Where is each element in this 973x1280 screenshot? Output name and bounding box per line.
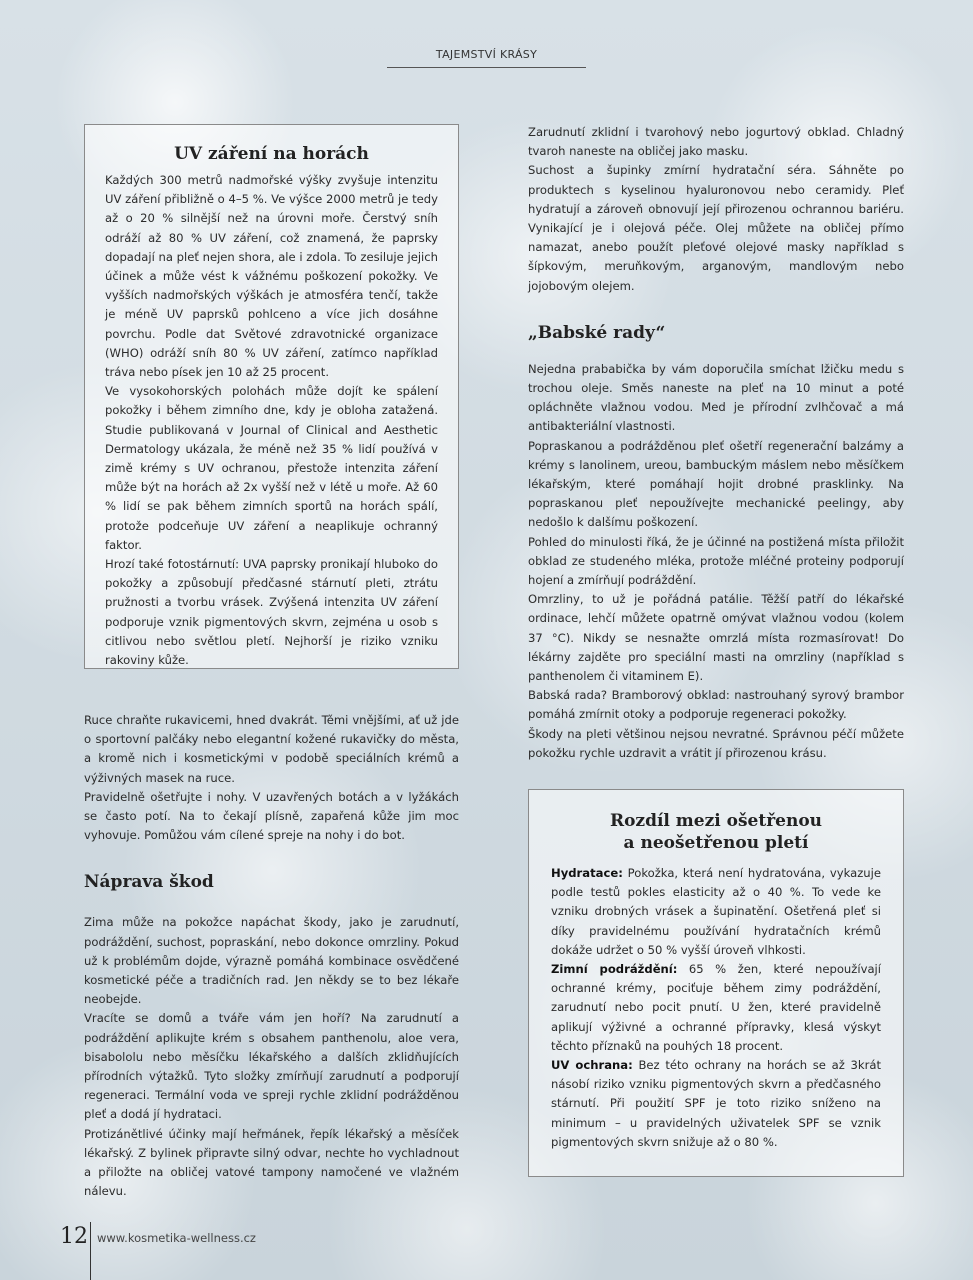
body-paragraph: Pohled do minulosti říká, že je účinné na postižená místa přiložit obklad ze studeného mléka, protože mléčné proteiny podporují hojení a zmírňují podráždění.: [528, 534, 904, 588]
body-paragraph: Protizánětlivé účinky mají heřmánek, řepík lékařský a měsíček lékařský. Z bylinek připravte silný odvar, nechte ho vychladnout a přiložte na obličej vatové tampony namočené ve vlažném nálevu.: [84, 1126, 459, 1199]
body-paragraph: Omrzliny, to už je pořádná patálie. Těžší patří do lékařské ordinace, lehčí můžete opatrně omývat vlažnou vodou (kolem 37 °C). Nikdy se nesnažte omrzlá místa rozmasírovat! Do lékárny zajděte pro speciální masti na omrzliny (například s panthenolem či vitaminem E).: [528, 592, 904, 684]
uv-paragraph: Hrozí také fotostárnutí: UVA paprsky pronikají hluboko do pokožky a způsobují předčasné stárnutí pleti, ztrátu pružnosti a tvorbu vrásek. Zvýšená intenzita UV záření podporuje vznik pigmentových skvrn, zejména u osob s citlivou nebo světlou pletí. Nejhorší je riziko vzniku rakoviny kůže.: [105, 557, 438, 668]
body-paragraph: Zima může na pokožce napáchat škody, jako je zarudnutí, podráždění, suchost, popraskání, nebo dokonce omrzliny. Pokud už k problémům dojde, výrazně pomáhá kombinace osvědčené kosmetické péče a tradičních rad. Jen někdy se to bez lékaře neobejde.: [84, 915, 459, 1007]
uv-info-box: [84, 124, 459, 669]
diff-title-line-1: Rozdíl mezi ošetřenou: [609, 811, 823, 831]
diff-item-winter-irritation: [551, 960, 881, 1056]
body-paragraph: Zarudnutí zklidní i tvarohový nebo jogurtový obklad. Chladný tvaroh naneste na obličej jako masku.: [528, 125, 904, 159]
diff-item-uv-protection: [551, 1056, 881, 1152]
body-paragraph: Vracíte se domů a tváře vám jen hoří? Na zarudnutí a podráždění aplikujte krém s obsahem panthenolu, aloe vera, bisabololu nebo měsíčku lékařského a dalších zklidňujících přírodních výtažků. Tyto složky zmírňují zarudnutí a podporují regeneraci. Termální voda ve spreji rychle zklidní podrážděnou pleť a dodá jí hydrataci.: [84, 1011, 459, 1122]
skin-difference-box: [528, 789, 904, 1177]
footer-rule: [90, 1222, 91, 1280]
diff-item-label: Hydratace:: [551, 866, 623, 880]
section-title-naprava: Náprava škod: [84, 872, 214, 893]
diff-item-label: UV ochrana:: [551, 1058, 633, 1073]
body-paragraph: Popraskanou a podrážděnou pleť ošetří regenerační balzámy a krémy s lanolinem, ureou, bambuckým máslem nebo měsíčkem lékařským, které pomáhají hojit drobné prasklinky. Na popraskanou pleť nepoužívejte mechanické peelingy, aby nedošlo k dalšímu poškození.: [528, 438, 904, 530]
uv-paragraph: Ve vysokohorských polohách může dojít ke spálení pokožky i během zimního dne, kdy je obloha zatažená. Studie publikovaná v Journal of Clinical and Aesthetic Dermatology ukázala, že méně než 35 % lidí používá v zimě krémy s UV ochranou, přestože intenzita záření může být na horách až 2x vyšší než v létě u moře. Až 60 % lidí se pak během zimních sportů na horách spálí, protože podceňuje UV záření a neaplikuje ochranný faktor.: [105, 384, 438, 552]
diff-item-hydration: [551, 864, 881, 960]
footer-url: www.kosmetika-wellness.cz: [97, 1231, 256, 1245]
body-paragraph: Nejedna prababička by vám doporučila smíchat lžičku medu s trochou oleje. Směs naneste na pleť na 10 minut a poté opláchněte vlažnou vodou. Med je přírodní zvlhčovač a má antibakteriální vlastnosti.: [528, 361, 904, 434]
section-title-babske-rady: „Babské rady“: [528, 322, 666, 343]
body-paragraph: Pravidelně ošetřujte i nohy. V uzavřených botách a v lyžákách se často potí. Na to čekají plísně, zapařená kůže jim moc vyhovuje. Pomůžou vám cílené spreje na nohy i do bot.: [84, 789, 459, 843]
uv-box-body: [105, 171, 438, 670]
diff-box-title: [551, 810, 881, 854]
diff-title-line-2: a neošetřenou pletí: [623, 833, 809, 853]
page-number: 12: [60, 1224, 88, 1249]
diff-item-text: Bez této ochrany na horách se až 3krát násobí riziko vzniku pigmentových skvrn a předčasného stárnutí. Při použití SPF je toto riziko sníženo na minimum – u pravidelných uživatelek SPF se vznik pigmentových skvrn snižuje až o 80 %.: [551, 1058, 881, 1149]
body-paragraph: Ruce chraňte rukavicemi, hned dvakrát. Těmi vnějšími, ať už jde o sportovní palčáky nebo elegantní kožené rukavičky do města, a kromě nich i kosmetickými v podobě speciálních krémů a výživných masek na ruce.: [84, 713, 459, 785]
header-rule: [387, 67, 586, 68]
right-column: [528, 123, 904, 763]
diff-item-text: 65 % žen, které nepoužívají ochranné krémy, pociťuje během zimy podráždění, zarudnutí nebo pocit pnutí. U žen, které pravidelně aplikují výživné a ochranné přípravky, klesá výskyt těchto příznaků na pouhých 18 procent.: [551, 962, 881, 1053]
left-column: [84, 711, 459, 1201]
body-paragraph: Babská rada? Bramborový obklad: nastrouhaný syrový brambor pomáhá zmírnit otoky a podporuje regeneraci pokožky.: [528, 688, 904, 722]
uv-box-title: UV záření na horách: [174, 144, 369, 164]
section-header: TAJEMSTVÍ KRÁSY: [435, 48, 538, 61]
diff-item-label: Zimní podráždění:: [551, 962, 678, 977]
body-paragraph: Suchost a šupinky zmírní hydratační séra. Sáhněte po produktech s kyselinou hyaluronovou nebo ceramidy. Pleť hydratují a zároveň obnovují její přirozenou ochrannou bariéru. Vynikající je i olejová péče. Olej můžete na obličej přímo namazat, anebo použít pleťové olejové masky například s šípkovým, meruňkovým, arganovým, mandlovým nebo jojobovým olejem.: [528, 163, 904, 293]
body-paragraph: Škody na pleti většinou nejsou nevratné. Správnou péčí můžete pokožku rychle uzdravit a vrátit jí přirozenou krásu.: [528, 726, 904, 760]
diff-item-text: Pokožka, která není hydratována, vykazuje podle testů pokles elasticity až o 40 %. To vede ke vzniku drobných vrásek a šupinatění. Ošetřená pleť si díky pravidelnému používání hydratačních krémů dokáže udržet o 50 % vyšší úroveň vlhkosti.: [551, 866, 881, 957]
uv-paragraph: Každých 300 metrů nadmořské výšky zvyšuje intenzitu UV záření přibližně o 4–5 %. Ve výšce 2000 metrů je tedy až o 20 % silnější než na úrovni moře. Čerstvý sníh odráží až 80 % UV záření, což znamená, že paprsky dopadají na pleť nejen shora, ale i zdola. To zesiluje jejich účinek a může vést k vážnému poškození pokožky. Ve vyšších nadmořských výškách je atmosféra tenčí, takže je méně UV paprsků pohlceno a více jich dosáhne povrchu. Podle dat Světové zdravotnické organizace (WHO) odráží sníh 80 % UV záření, zatímco například tráva nebo písek jen 10 až 25 procent.: [105, 173, 438, 380]
